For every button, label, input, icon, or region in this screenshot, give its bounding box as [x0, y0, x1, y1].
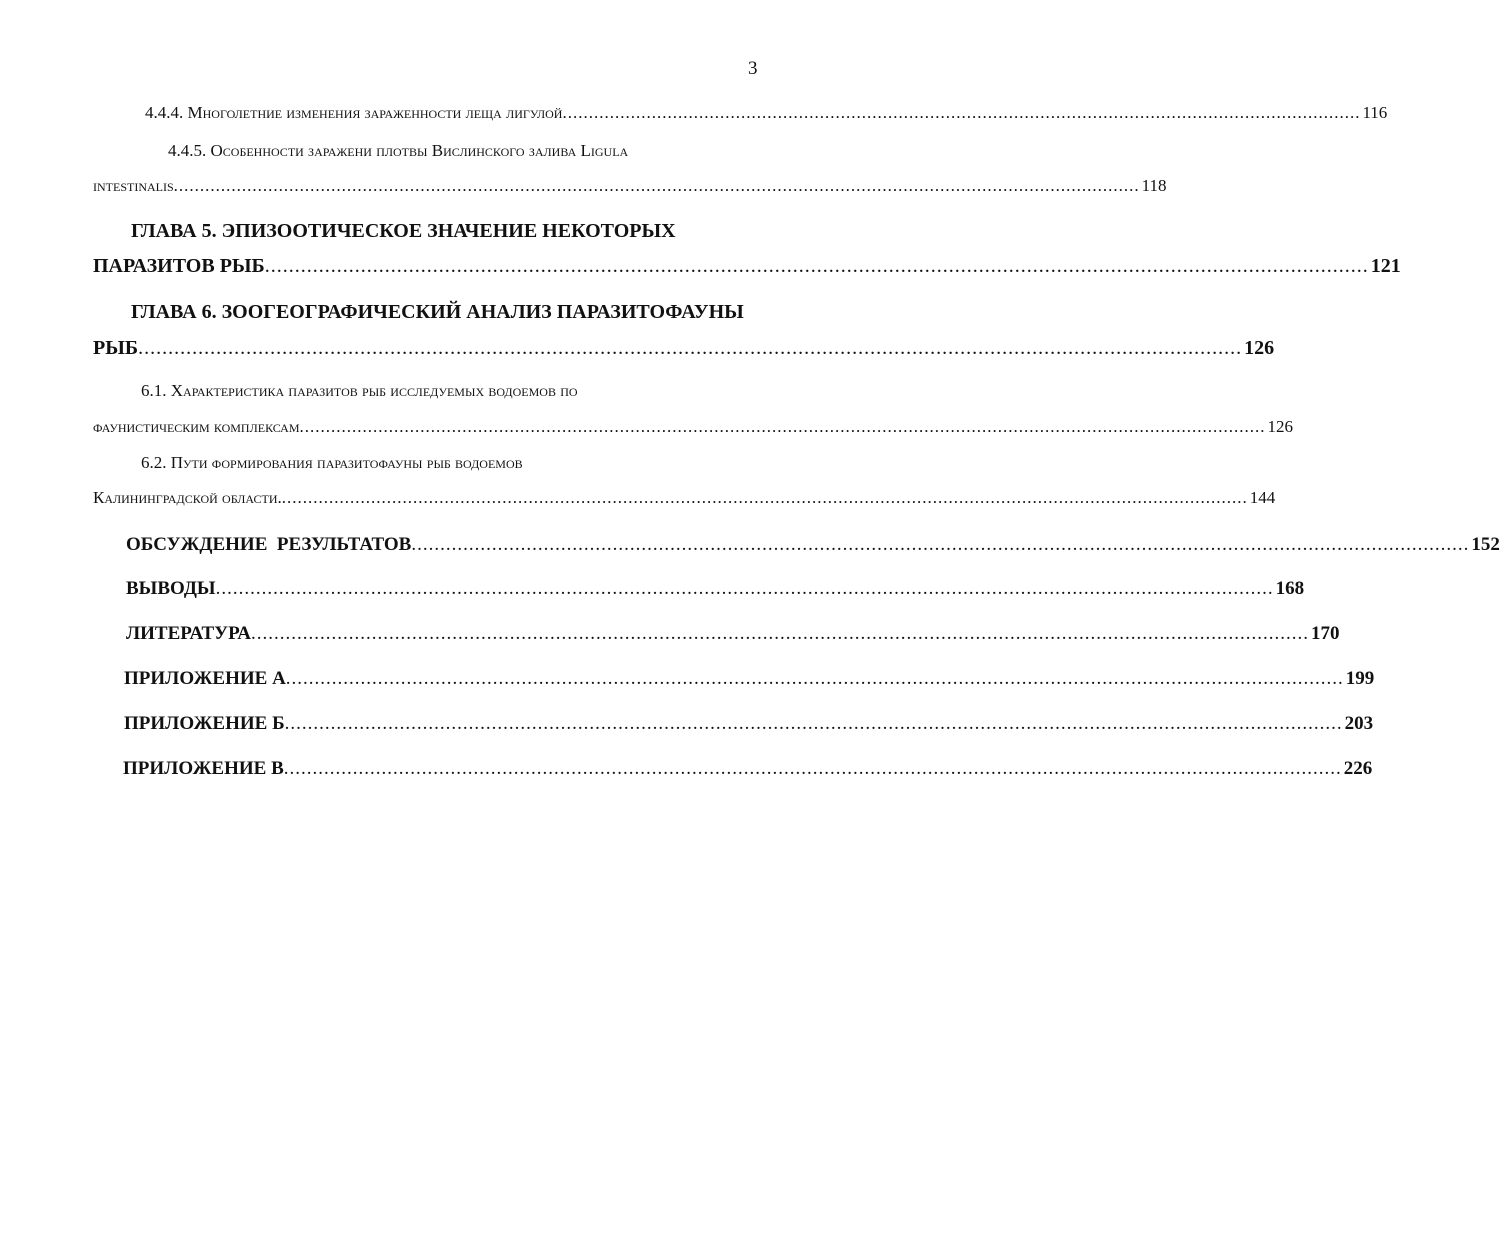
toc-leader-dots: ........................................................................................................................................................................................: [281, 488, 1248, 507]
toc-discussion[interactable]: [126, 534, 1500, 556]
toc-chapter-5[interactable]: [93, 255, 1401, 278]
toc-leader-dots: ........................................................................................................................................................................................: [299, 417, 1266, 436]
toc-entry-6-2-line1: 6.2. Пути формирования паразитофауны рыб водоемов: [141, 453, 523, 472]
toc-entry-4-4-5[interactable]: [93, 176, 1167, 196]
toc-chapter-6-line1: ГЛАВА 6. ЗООГЕОГРАФИЧЕСКИЙ АНАЛИЗ ПАРАЗИТОФАУНЫ: [131, 301, 744, 323]
page-number: 3: [748, 58, 758, 79]
toc-leader-dots: ........................................................................................................................................................................................: [283, 758, 1342, 779]
toc-entry-title: ПАРАЗИТОВ РЫБ: [93, 255, 265, 277]
toc-entry-4-4-4[interactable]: [145, 103, 1388, 123]
toc-appendix-v[interactable]: [123, 758, 1373, 780]
toc-entry-title: intestinalis: [93, 176, 174, 195]
toc-leader-dots: ........................................................................................................................................................................................: [138, 337, 1243, 359]
toc-conclusions[interactable]: [126, 578, 1305, 600]
toc-leader-dots: ........................................................................................................................................................................................: [264, 255, 1369, 277]
toc-leader-dots: ........................................................................................................................................................: [562, 103, 1361, 122]
toc-entry-title: РЫБ: [93, 337, 139, 359]
toc-entry-page: 203: [1344, 713, 1374, 734]
toc-entry-page: 116: [1362, 103, 1388, 122]
toc-entry-4-4-5-line1: 4.4.5. Особенности заражени плотвы Вислинского залива Ligula: [168, 141, 629, 160]
toc-entry-page: 121: [1370, 255, 1401, 277]
toc-entry-page: 170: [1311, 623, 1340, 644]
toc-entry-page: 226: [1343, 758, 1373, 779]
toc-leader-dots: ........................................................................................................................................................................................: [173, 176, 1140, 195]
toc-leader-dots: ........................................................................................................................................................................................: [215, 578, 1274, 599]
toc-entry-title: ЛИТЕРАТУРА: [126, 623, 252, 644]
toc-literature[interactable]: [126, 623, 1340, 645]
toc-appendix-b[interactable]: [124, 713, 1374, 735]
toc-entry-6-1-line1: 6.1. Характеристика паразитов рыб исследуемых водоемов по: [141, 381, 578, 400]
toc-chapter-6[interactable]: [93, 337, 1275, 360]
toc-entry-title: ВЫВОДЫ: [126, 578, 216, 599]
toc-entry-page: 118: [1141, 176, 1167, 195]
toc-entry-6-2[interactable]: [93, 488, 1276, 508]
toc-leader-dots: ........................................................................................................................................................................................: [285, 668, 1344, 689]
toc-entry-page: 199: [1345, 668, 1375, 689]
toc-appendix-a[interactable]: [124, 668, 1375, 690]
toc-entry-page: 126: [1244, 337, 1275, 359]
toc-entry-page: 152: [1471, 534, 1500, 555]
toc-entry-title: ПРИЛОЖЕНИЕ В: [123, 758, 284, 779]
toc-leader-dots: ........................................................................................................................................................................................: [284, 713, 1343, 734]
toc-chapter-5-line1: ГЛАВА 5. ЭПИЗООТИЧЕСКОЕ ЗНАЧЕНИЕ НЕКОТОРЫХ: [131, 220, 676, 242]
toc-entry-title: ПРИЛОЖЕНИЕ А: [124, 668, 286, 689]
toc-leader-dots: ........................................................................................................................................................................................: [251, 623, 1310, 644]
toc-entry-6-1[interactable]: [93, 417, 1294, 437]
toc-entry-page: 144: [1249, 488, 1276, 507]
toc-entry-page: 126: [1267, 417, 1294, 436]
toc-entry-title: ОБСУЖДЕНИЕ РЕЗУЛЬТАТОВ: [126, 534, 412, 555]
toc-entry-title: Калининградской области.: [93, 488, 282, 507]
toc-entry-title: 4.4.4. Многолетние изменения зараженности леща лигулой: [145, 103, 563, 122]
toc-entry-title: ПРИЛОЖЕНИЕ Б: [124, 713, 285, 734]
toc-entry-page: 168: [1275, 578, 1305, 599]
toc-entry-title: фаунистическим комплексам: [93, 417, 300, 436]
toc-leader-dots: ........................................................................................................................................................................................: [411, 534, 1470, 555]
